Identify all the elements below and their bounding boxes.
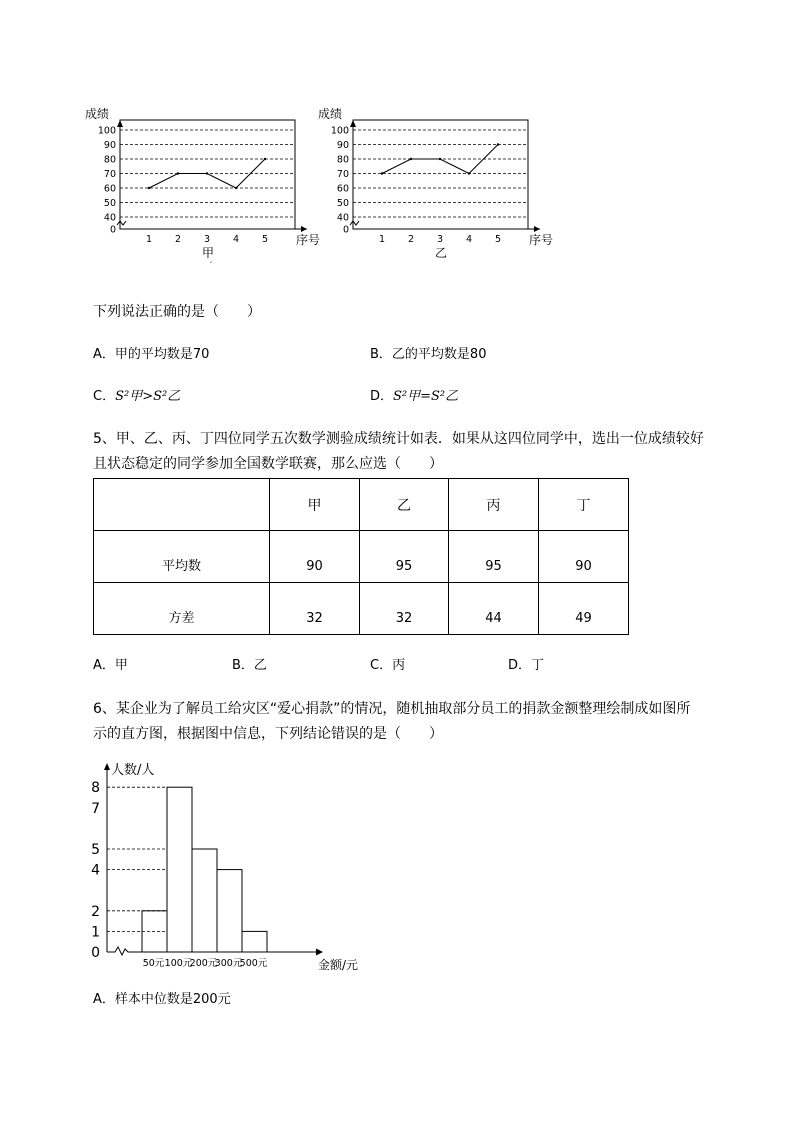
x-category-label: 50元 bbox=[142, 958, 165, 969]
q6-line1: 6、某企业为了解员工给灾区“爱心捐款”的情况，随机抽取部分员工的捐款金额整理绘制成如图所 bbox=[93, 701, 691, 717]
chart-caption: 甲 bbox=[201, 246, 215, 260]
histogram-bar bbox=[217, 870, 242, 952]
table-cell: 90 bbox=[539, 531, 629, 583]
q5-line2: 且状态稳定的同学参加全国数学联赛，那么应选（ ） bbox=[93, 456, 443, 472]
y-tick-label: 0 bbox=[109, 224, 116, 236]
y-axis-arrow bbox=[350, 120, 356, 127]
y-axis-label: 成绩 bbox=[85, 107, 110, 121]
y-tick-label: 100 bbox=[97, 125, 116, 137]
x-tick-label: 1 bbox=[145, 234, 153, 245]
y-tick-label: 7 bbox=[91, 800, 100, 817]
y-axis-arrow bbox=[117, 120, 123, 127]
y-tick-label: 80 bbox=[103, 154, 116, 166]
data-point bbox=[148, 187, 150, 189]
chart-caption: 乙 bbox=[434, 246, 448, 260]
x-axis-label: 金额/元 bbox=[318, 958, 359, 972]
x-category-label: 100元 bbox=[164, 958, 193, 969]
x-axis-arrow bbox=[316, 949, 323, 956]
x-tick-label: 5 bbox=[261, 234, 269, 245]
table-header-bing: 丙 bbox=[449, 479, 539, 531]
table-row-label-variance: 方差 bbox=[94, 583, 270, 635]
y-tick-label: 40 bbox=[103, 212, 116, 224]
y-axis-label: 人数/人 bbox=[111, 763, 155, 778]
y-tick-label: 90 bbox=[103, 140, 116, 151]
x-category-label: 500元 bbox=[239, 958, 268, 969]
data-point bbox=[381, 172, 383, 174]
q4-option-a: A．甲的平均数是70 bbox=[93, 347, 210, 362]
plot-frame bbox=[353, 120, 528, 229]
y-tick-label: 8 bbox=[91, 780, 100, 797]
table-header-yi: 乙 bbox=[360, 479, 449, 531]
q4-option-c-expr: S²甲>S²乙 bbox=[115, 389, 181, 404]
x-tick-label: 2 bbox=[174, 234, 182, 245]
chart-jia bbox=[85, 102, 325, 277]
data-point bbox=[235, 187, 237, 189]
x-category-label: 200元 bbox=[189, 958, 218, 969]
y-tick-label: 1 bbox=[91, 924, 100, 941]
q4-option-b: B．乙的平均数是80 bbox=[370, 347, 487, 362]
y-tick-label: 90 bbox=[336, 140, 349, 151]
table-cell: 95 bbox=[449, 531, 539, 583]
q6-line2: 示的直方图，根据图中信息，下列结论错误的是（ ） bbox=[93, 726, 443, 742]
data-point bbox=[177, 172, 179, 174]
y-tick-label: 70 bbox=[336, 169, 349, 180]
axis-break-mark bbox=[350, 221, 359, 225]
chart-yi bbox=[318, 102, 558, 277]
y-tick-label: 60 bbox=[336, 183, 349, 195]
q4-option-d-expr: S²甲=S²乙 bbox=[393, 389, 459, 404]
q4-option-c-prefix: C． bbox=[93, 389, 116, 404]
data-point bbox=[497, 143, 499, 145]
x-tick-label: 3 bbox=[203, 234, 211, 245]
q6-option-a: A．样本中位数是200元 bbox=[93, 992, 231, 1007]
x-axis-arrow bbox=[301, 226, 307, 232]
table-row bbox=[94, 583, 629, 635]
histogram-bar bbox=[192, 849, 217, 952]
table-cell: 95 bbox=[360, 531, 449, 583]
data-point bbox=[439, 158, 441, 160]
data-point bbox=[206, 172, 208, 174]
y-tick-label: 80 bbox=[336, 154, 349, 166]
y-tick-label: 40 bbox=[336, 212, 349, 224]
table-cell: 49 bbox=[539, 583, 629, 635]
q4-option-c bbox=[93, 387, 180, 407]
q5-score-table bbox=[93, 478, 629, 635]
q5-option-b: B．乙 bbox=[232, 658, 267, 673]
q4-option-d-prefix: D． bbox=[370, 389, 394, 404]
y-tick-label: 60 bbox=[103, 183, 116, 195]
table-cell: 32 bbox=[270, 583, 360, 635]
q5-option-a: A．甲 bbox=[93, 658, 128, 673]
x-category-label: 300元 bbox=[214, 958, 243, 969]
data-point bbox=[468, 172, 470, 174]
table-row bbox=[94, 531, 629, 583]
y-tick-label: 0 bbox=[91, 945, 100, 961]
table-corner-cell bbox=[94, 479, 270, 531]
axis-break-mark bbox=[117, 221, 126, 225]
table-row bbox=[94, 479, 629, 531]
x-axis-label: 序号 bbox=[296, 233, 321, 247]
x-tick-label: 5 bbox=[494, 234, 502, 245]
q4-option-d bbox=[370, 387, 458, 407]
y-tick-label: 0 bbox=[342, 224, 349, 236]
x-tick-label: 3 bbox=[436, 234, 444, 245]
chart-donation-histogram bbox=[85, 755, 385, 980]
y-tick-label: 70 bbox=[103, 169, 116, 180]
caption-mark: ′ bbox=[210, 261, 213, 271]
y-tick-label: 4 bbox=[91, 862, 100, 879]
x-tick-label: 4 bbox=[232, 234, 240, 245]
x-tick-label: 2 bbox=[407, 234, 415, 245]
q5-line1: 5、甲、乙、丙、丁四位同学五次数学测验成绩统计如表．如果从这四位同学中，选出一位成绩较好 bbox=[93, 431, 704, 447]
q5-option-c: C．丙 bbox=[370, 658, 406, 673]
table-cell: 32 bbox=[360, 583, 449, 635]
table-row-label-mean: 平均数 bbox=[94, 531, 270, 583]
y-tick-label: 5 bbox=[91, 842, 100, 858]
data-point bbox=[264, 158, 266, 160]
y-tick-label: 2 bbox=[91, 903, 100, 920]
x-tick-label: 1 bbox=[378, 234, 386, 245]
x-tick-label: 4 bbox=[465, 234, 473, 245]
table-cell: 44 bbox=[449, 583, 539, 635]
table-cell: 90 bbox=[270, 531, 360, 583]
y-tick-label: 50 bbox=[103, 198, 116, 209]
x-axis-arrow bbox=[534, 226, 540, 232]
y-axis-arrow bbox=[104, 763, 110, 770]
table-header-ding: 丁 bbox=[539, 479, 629, 531]
x-axis-label: 序号 bbox=[529, 233, 554, 247]
y-tick-label: 50 bbox=[336, 198, 349, 209]
data-point bbox=[410, 158, 412, 160]
y-tick-label: 100 bbox=[330, 125, 349, 137]
table-header-jia: 甲 bbox=[270, 479, 360, 531]
histogram-bar bbox=[167, 787, 192, 952]
histogram-bar bbox=[242, 931, 267, 952]
q5-option-d: D．丁 bbox=[508, 658, 545, 673]
y-axis-label: 成绩 bbox=[318, 107, 343, 121]
q4-stem: 下列说法正确的是（ ） bbox=[93, 304, 261, 320]
